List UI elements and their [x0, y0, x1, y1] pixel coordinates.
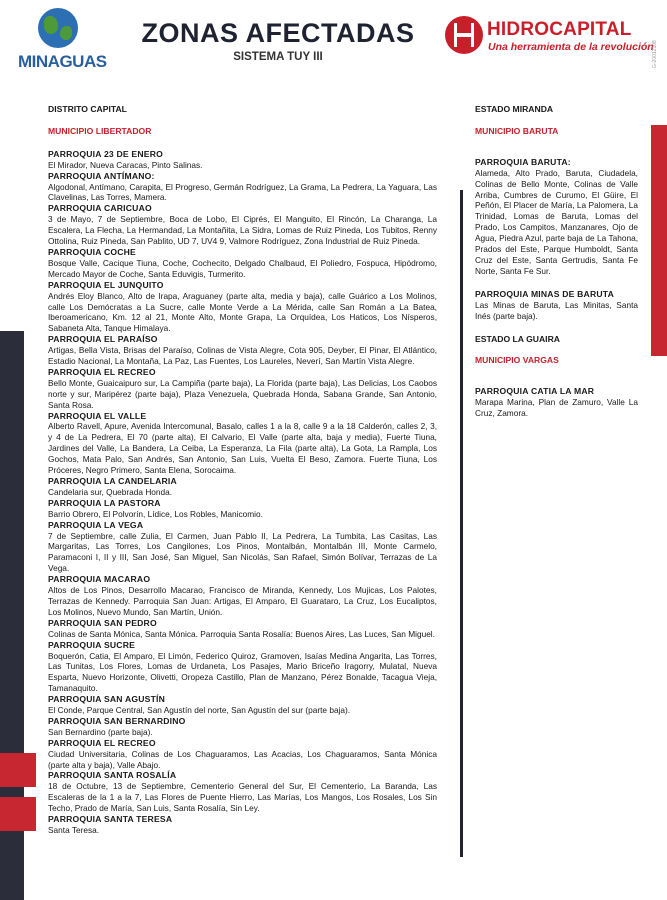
parish-name: PARROQUIA MINAS DE BARUTA: [475, 288, 614, 299]
page-subtitle: SISTEMA TUY III: [233, 51, 323, 63]
parish-name: PARROQUIA SAN BERNARDINO: [48, 715, 186, 726]
parish-areas: Las Minas de Baruta, Las Minitas, Santa Inés (parte baja).: [475, 299, 638, 321]
parish-entry: [48, 247, 437, 280]
parish-name: PARROQUIA EL PARAÍSO: [48, 334, 158, 345]
parish-entry: [48, 520, 437, 575]
parish-areas: Bosque Valle, Cacique Tiuna, Coche, Cochecito, Delgado Chalbaud, El Poliedro, Fospuca, Hipódromo, Mercado Mayor de Coche, Santa Eduvigis, Turmerito.: [48, 257, 437, 279]
parish-entry: [48, 476, 437, 498]
parish-areas: 3 de Mayo, 7 de Septiembre, Boca de Lobo, El Ciprés, El Manguito, El Rincón, La Charanga, La Escalera, La Flecha, La Hermandad, La Montañita, La Sidra, Lomas de Ruiz Pineda, Los Tubitos, Renny Ottolina, Ruiz Pineda, San Pablito, UD 7, UV4 9, Valmore Rodríguez, Zona Industrial de Ruiz Pineda.: [48, 214, 437, 247]
parish-name: PARROQUIA LA PASTORA: [48, 497, 161, 508]
parish-entry: [48, 411, 437, 476]
minaguas-logo-text: MINAGUAS: [18, 52, 107, 71]
parish-areas: Barrio Obrero, El Polvorín, Lídice, Los Robles, Manicomio.: [48, 508, 263, 519]
parish-areas: Alberto Ravell, Apure, Avenida Intercomunal, Basalo, calles 1 a la 8, calle 9 a la 18 Calderón, calles 2, 3, y 4 de La Pedrera, El 70 (parte alta), El Calvario, El Valle (parte alta, baja y media), Fuerte Tiuna, Jardines del Valle, La Bandera, La Ceiba, La Esperanza, La Fila (parte alta), La Gota, La Rampla, Los Gochos, Mata Palo, San Andrés, San Antonio, San Luis, Vuelta El Beso, Zamora. Fuerte Tiuna, Los Próceres, Negro Primero, Santa Elena, Sorocaima.: [48, 421, 437, 476]
parish-entry: [48, 716, 437, 738]
parish-list: [48, 149, 437, 836]
right-column: [475, 104, 638, 431]
municipality-heading: MUNICIPIO VARGAS: [475, 355, 559, 366]
parish-name: PARROQUIA CATIA LA MAR: [475, 386, 595, 397]
parish-entry: [48, 738, 437, 771]
parish-entry: [48, 280, 437, 335]
parish-areas: Altos de Los Pinos, Desarrollo Macarao, Francisco de Miranda, Kennedy, Los Mujicas, Los Palotes, Terrazas de Kennedy. Parroquia San Juan: Artigas, El Amparo, El Guarataro, La Cruz, Los Eucaliptos, Los Molinos, Nuevo Mundo, San Martín, Unión.: [48, 585, 437, 617]
municipality-heading: MUNICIPIO BARUTA: [475, 125, 559, 136]
parish-areas: San Bernardino (parte baja).: [48, 726, 153, 737]
state-heading: DISTRITO CAPITAL: [48, 104, 127, 114]
parish-areas: El Conde, Parque Central, San Agustín del norte, San Agustín del sur (parte baja).: [48, 705, 351, 716]
hidrocapital-logo-name: HIDROCAPITAL: [487, 19, 632, 40]
parish-areas: 7 de Septiembre, calle Zulia, El Carmen, Juan Pablo II, La Pedrera, La Tumbita, Las Casitas, Las Margaritas, Las Torres, Los Cangilones, Los Pinos, Montalbán, Montalbán III, Monte Carmelo, Paramaconi I, II y III, San José, San Miguel, San Nicolás, San Rafael, Simón Bolívar, Terrazas de La Vega.: [48, 530, 437, 574]
parish-areas: Algodonal, Antímano, Carapita, El Progreso, Germán Rodríguez, La Grama, La Pedrera, La Yaguara, Las Clavelinas, Las Torres, Mamera.: [48, 181, 437, 203]
parish-name: PARROQUIA SAN AGUSTÍN: [48, 694, 166, 705]
parish-name: PARROQUIA SUCRE: [48, 639, 136, 650]
parish-name: PARROQUIA EL VALLE: [48, 410, 147, 421]
parish-areas: Candelaria sur, Quebrada Honda.: [48, 486, 173, 497]
parish-name: PARROQUIA EL RECREO: [48, 366, 156, 377]
left-red-block-2: [0, 797, 36, 831]
parish-entry: [48, 149, 437, 171]
parish-name: PARROQUIA ANTÍMANO:: [48, 170, 155, 181]
parish-name: PARROQUIA EL RECREO: [48, 737, 156, 748]
parish-list: [475, 157, 638, 322]
parish-entry: [48, 694, 437, 716]
column-divider: [460, 190, 463, 857]
state-heading: ESTADO MIRANDA: [475, 104, 554, 114]
parish-areas: Alameda, Alto Prado, Baruta, Ciudadela, Colinas de Bello Monte, Colinas de Valle Arriba, Cumbres de Curumo, El Güire, El Peñón, El Placer de María, La Palomera, La Trinidad, Lomas de Baruta, Lomas del Prado, Los Campitos, Manzanares, Ojo de Agua, Piedra Azul, parte baja de La Tahona, Prados del Este, Parque Humboldt, Santa Cruz del Este, Santa Gertrudis, Santa Fe Norte, Santa Fe Sur.: [475, 167, 638, 276]
parish-entry: [48, 203, 437, 247]
parish-entry: [475, 289, 638, 322]
parish-areas: Ciudad Universitaria, Colinas de Los Chaguaramos, Las Acacias, Los Chaguaramos, Santa Mónica (parte alta y baja), Valle Abajo.: [48, 748, 437, 770]
parish-name: PARROQUIA SAN PEDRO: [48, 617, 157, 628]
parish-areas: Colinas de Santa Mónica, Santa Mónica. Parroquia Santa Rosalía: Buenos Aires, Las Luces, San Miguel.: [48, 628, 435, 639]
parish-entry: [475, 157, 638, 277]
parish-list: [475, 386, 638, 419]
parish-areas: 18 de Octubre, 13 de Septiembre, Cementerio General del Sur, El Cementerio, La Baranda, Las Escaleras de la 1 a la 7, Las Flores de Puente Hierro, Las Marías, Los Mangos, Los Rosales, Los Sin Techo, Prado de María, San Luis, Santa Rosalía, Sin Ley.: [48, 781, 437, 814]
page-title: ZONAS AFECTADAS: [141, 18, 415, 48]
parish-areas: Boquerón, Catia, El Amparo, El Limón, Federico Quiroz, Gramoven, Isaías Medina Angarita, Las Torres, Las Tunitas, Los Flores, Lomas de Urdaneta, Los Pasajes, Mario Briceño Iragorry, Mulatal, Nueva Esparta, Nuevo Horizonte, Olivetti, Oropeza Castillo, Plan de Manzano, Pérez Bonalde, Tacagua Vieja, Tamanaquito.: [48, 650, 437, 694]
parish-entry: [48, 640, 437, 695]
parish-entry: [48, 171, 437, 204]
hidrocapital-mark-icon: [445, 16, 483, 54]
parish-entry: [48, 770, 437, 814]
left-red-block-1: [0, 753, 36, 787]
parish-areas: Andrés Eloy Blanco, Alto de Irapa, Araguaney (parte alta, media y baja), calle Guárico a Los Molinos, calle Los Demócratas a La Sucre, calle Monte Verde a La Mérida, calle San Román a La Batea, Iberoamericano, Km. 12 al 21, Monte Alto, Monte Grapa, La Orquídea, Los Haticos, Los Nísperos, Sabaneta Alta, Tanque Himalaya.: [48, 290, 437, 334]
hidrocapital-logo-slogan: Una herramienta de la revolución: [488, 41, 654, 53]
parish-name: PARROQUIA BARUTA:: [475, 156, 571, 167]
state-heading: ESTADO LA GUAIRA: [475, 333, 560, 344]
parish-entry: [48, 618, 437, 640]
parish-name: PARROQUIA COCHE: [48, 246, 136, 257]
parish-areas: El Mirador, Nueva Caracas, Pinto Salinas.: [48, 159, 203, 170]
parish-entry: [48, 334, 437, 367]
parish-entry: [48, 498, 437, 520]
document-code: G-20012108: [652, 40, 658, 68]
parish-entry: [48, 814, 437, 836]
parish-name: PARROQUIA LA CANDELARIA: [48, 476, 177, 486]
parish-name: PARROQUIA LA VEGA: [48, 519, 144, 530]
municipality-heading: MUNICIPIO LIBERTADOR: [48, 125, 152, 136]
left-column: [48, 104, 437, 836]
parish-name: PARROQUIA MACARAO: [48, 574, 151, 585]
parish-areas: Marapa Marina, Plan de Zamuro, Valle La Cruz, Zamora.: [475, 397, 638, 419]
parish-name: PARROQUIA SANTA ROSALÍA: [48, 770, 177, 781]
parish-entry: [48, 367, 437, 411]
parish-entry: [48, 574, 437, 618]
parish-entry: [475, 386, 638, 419]
right-red-stripe: [651, 125, 667, 356]
parish-name: PARROQUIA CARICUAO: [48, 203, 152, 214]
hidrocapital-logo: [445, 16, 660, 58]
parish-areas: Bello Monte, Guaicaipuro sur, La Campiña (parte baja), La Florida (parte baja), Las Delicias, Los Caobos norte y sur, Maripérez (parte baja), Plaza Venezuela, Quebrada Honda, Sabana Grande, San Antonio, Santa Rosa.: [48, 377, 437, 410]
parish-name: PARROQUIA 23 DE ENERO: [48, 148, 163, 159]
parish-name: PARROQUIA EL JUNQUITO: [48, 279, 164, 290]
parish-name: PARROQUIA SANTA TERESA: [48, 814, 173, 825]
parish-areas: Santa Teresa.: [48, 825, 100, 835]
parish-areas: Artigas, Bella Vista, Brisas del Paraíso, Colinas de Vista Alegre, Cota 905, Deyber, El Pinar, El Atlántico, Estadio Nacional, La Montaña, La Paz, Las Fuentes, Los Laureles, Neverí, San Martín Vista Alegre.: [48, 345, 437, 367]
